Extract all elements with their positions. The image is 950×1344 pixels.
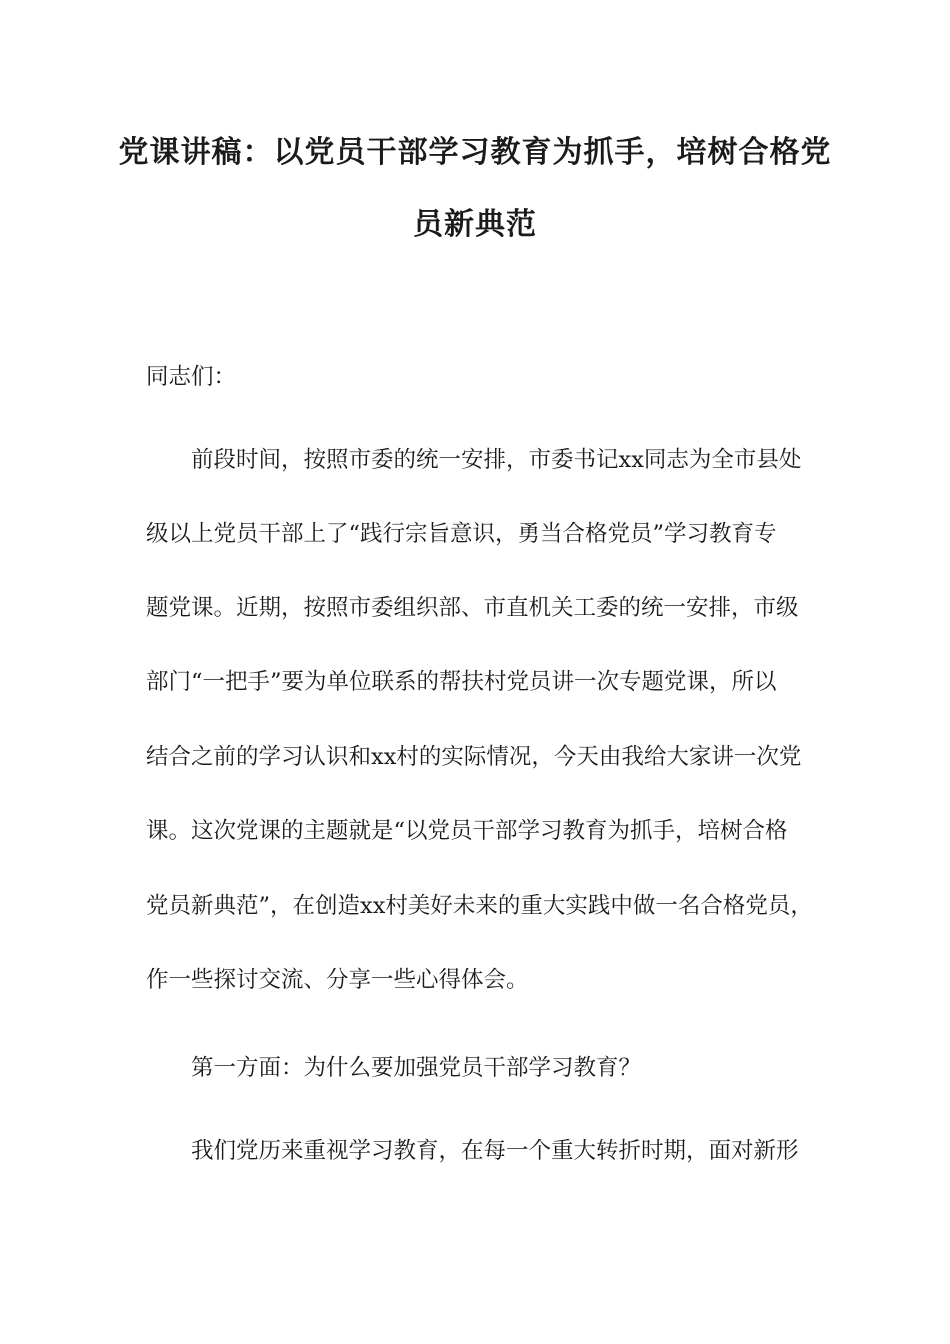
paragraph-1-line-5: 结合之前的学习认识和xx村的实际情况，今天由我给大家讲一次党 xyxy=(146,744,802,770)
paragraph-1-line-4: 部门“一把手”要为单位联系的帮扶村党员讲一次专题党课，所以 xyxy=(146,669,777,695)
paragraph-1-line-6: 课。这次党课的主题就是“以党员干部学习教育为抓手，培树合格 xyxy=(146,818,788,844)
paragraph-1-line-8: 作一些探讨交流、分享一些心得体会。 xyxy=(146,967,529,993)
document-title-line-1: 党课讲稿：以党员干部学习教育为抓手，培树合格党 xyxy=(118,135,832,170)
paragraph-1-line-7: 党员新典范”，在创造xx村美好未来的重大实践中做一名合格党员， xyxy=(146,893,813,919)
paragraph-1-line-2: 级以上党员干部上了“践行宗旨意识，勇当合格党员”学习教育专 xyxy=(146,521,777,547)
paragraph-1-line-3: 题党课。近期，按照市委组织部、市直机关工委的统一安排，市级 xyxy=(146,595,799,621)
paragraph-2-line-1: 我们党历来重视学习教育，在每一个重大转折时期，面对新形 xyxy=(191,1138,799,1164)
document-title-line-2: 员新典范 xyxy=(413,207,537,242)
section-heading: 第一方面：为什么要加强党员干部学习教育？ xyxy=(191,1055,642,1081)
salutation: 同志们： xyxy=(146,364,237,390)
paragraph-1-line-1: 前段时间，按照市委的统一安排，市委书记xx同志为全市县处 xyxy=(191,447,802,473)
